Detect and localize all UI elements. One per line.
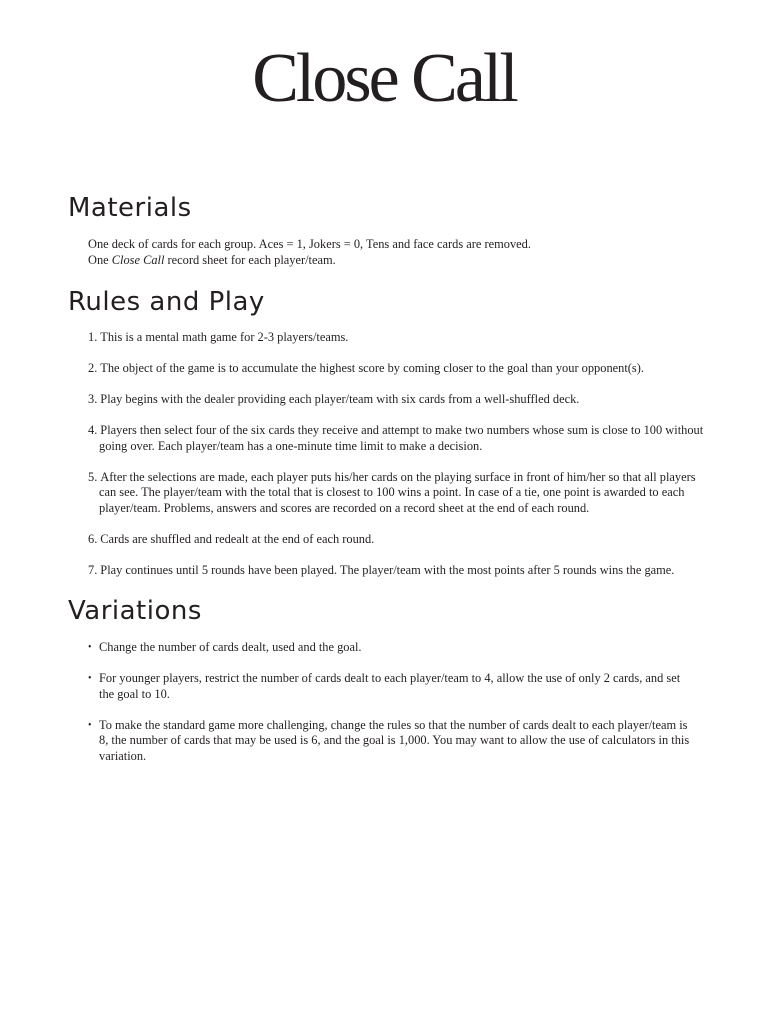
rule-text: Cards are shuffled and redealt at the end of each round. xyxy=(100,531,375,546)
variation-text: To make the standard game more challenging, change the rules so that the number of cards dealt to each player/team is 8, the number of cards that may be used is 6, and the goal is 1,000. You may want to allow the use of calculators in this variation. xyxy=(99,717,690,763)
rule-text: This is a mental math game for 2-3 players/teams. xyxy=(100,330,349,344)
rules-list xyxy=(88,330,708,594)
rule-text: The object of the game is to accumulate the highest score by coming closer to the goal than your opponent(s). xyxy=(100,361,644,375)
variation-item xyxy=(88,671,698,702)
rule-number: 4. xyxy=(88,423,98,437)
rule-text: Play begins with the dealer providing each player/team with six cards from a well-shuffled deck. xyxy=(100,392,580,406)
rule-number: 6. xyxy=(88,531,98,546)
rule-number: 3. xyxy=(88,392,98,406)
bullet-icon: • xyxy=(88,719,92,731)
bullet-icon: • xyxy=(88,642,92,653)
rule-number: 1. xyxy=(88,330,98,344)
materials-line-2-suffix: record sheet for each player/team. xyxy=(164,253,336,267)
rules-heading: Rules and Play xyxy=(68,287,265,317)
rule-text: After the selections are made, each player puts his/her cards on the playing surface in front of him/her so that all players can see. The player/team with the total that is closest to 100 wins a point. In case of a tie, one point is awarded to each player/team. Problems, answers and scores are recorded on a record sheet at the end of each round. xyxy=(99,469,696,515)
variations-list xyxy=(88,640,698,780)
variation-text: Change the number of cards dealt, used and the goal. xyxy=(99,640,362,654)
variation-item xyxy=(88,718,698,765)
materials-line-2-prefix: One xyxy=(88,253,112,267)
rule-item xyxy=(88,470,708,517)
rule-item xyxy=(88,392,708,408)
variation-text: For younger players, restrict the number of cards dealt to each player/team to 4, allow the use of only 2 cards, and set the goal to 10. xyxy=(99,671,681,701)
rule-item xyxy=(88,361,708,377)
document-title: Close Call xyxy=(252,40,516,117)
rule-item xyxy=(88,532,708,548)
rule-item xyxy=(88,330,708,346)
materials-section xyxy=(88,236,708,268)
variations-heading: Variations xyxy=(68,596,202,626)
rule-number: 2. xyxy=(88,361,98,375)
materials-line-2 xyxy=(88,252,708,268)
rule-text: Play continues until 5 rounds have been played. The player/team with the most points after 5 rounds wins the game. xyxy=(100,562,675,577)
materials-heading: Materials xyxy=(68,193,192,223)
materials-line-1: One deck of cards for each group. Aces = 1, Jokers = 0, Tens and face cards are removed. xyxy=(88,237,531,251)
materials-line-2-game-name: Close Call xyxy=(111,253,165,267)
rule-number: 7. xyxy=(88,562,98,577)
rule-number: 5. xyxy=(88,469,98,484)
bullet-icon: • xyxy=(88,673,92,684)
rule-item xyxy=(88,563,708,579)
variation-item xyxy=(88,640,698,656)
rule-text: Players then select four of the six cards they receive and attempt to make two numbers whose sum is close to 100 without going over. Each player/team has a one-minute time limit to make a decision. xyxy=(99,423,704,453)
rule-item xyxy=(88,423,708,454)
